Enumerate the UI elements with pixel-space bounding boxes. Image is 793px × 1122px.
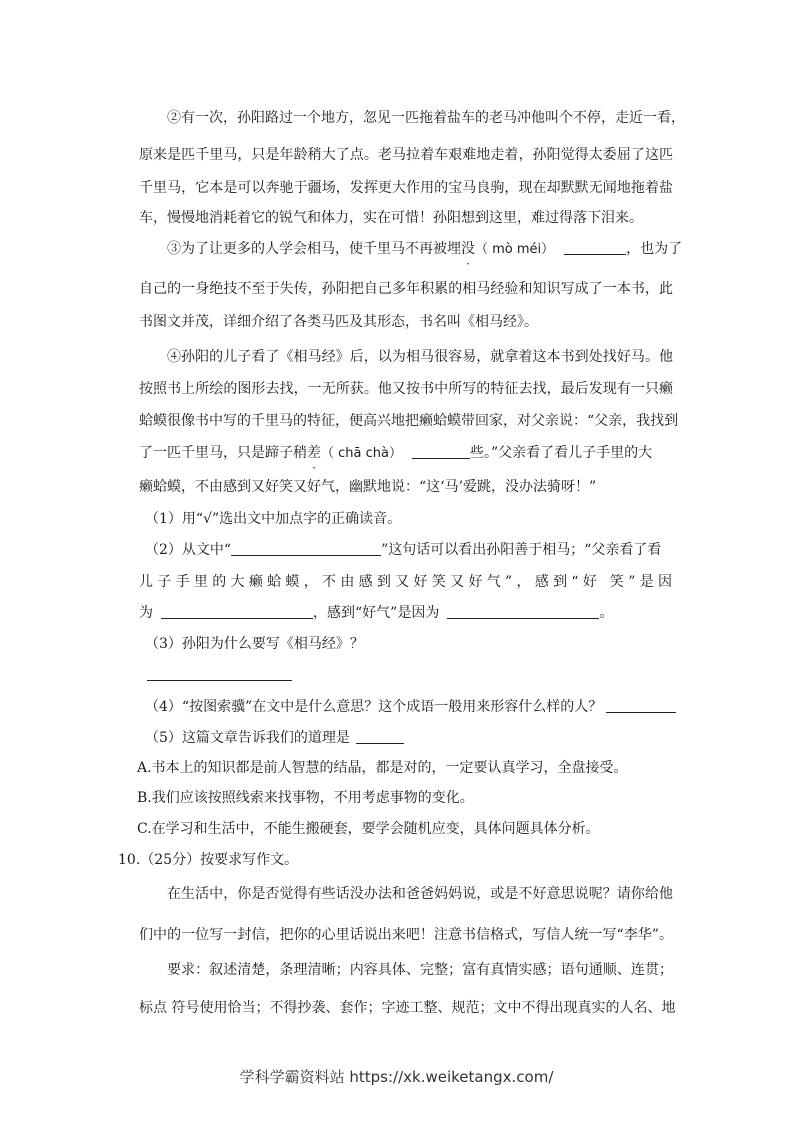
p4-text-b: 些。”父亲看了看儿子手里的大 (469, 445, 653, 461)
q10-line4: 标点 符号使用恰当；不得抄袭、套作；字迹工整、规范；文中不得出现真实的人名、地 (139, 1000, 676, 1016)
q2-text-b: ”这句话可以看出孙阳善于相马；“父亲看了看 (381, 542, 662, 558)
p4-dotted-char: 差 (307, 445, 321, 461)
passage-p4-line3: 蛤蟆很像书中写的千里马的特征，便高兴地把癞蛤蟆带回家，对父亲说：“父亲，我找到 (139, 413, 679, 429)
q2-text-a: （2）从文中“ (145, 542, 232, 558)
p3-text-a: ③为了让更多的人学会相马，使千里马不再被埋 (167, 241, 461, 257)
option-c[interactable]: C.在学习和生活中，不能生搬硬套，要学会随机应变，具体问题具体分析。 (137, 821, 600, 837)
q2-text-e: 。 (599, 605, 614, 621)
p3-dotted-char: 没 (461, 241, 475, 257)
footer-watermark: 学科学霸资料站 https://xk.weiketangx.com/ (239, 1068, 554, 1086)
q2-text-d: ，感到“好气”是因为 (313, 605, 440, 621)
passage-p2-line3: 千里马，它本是可以奔驰于疆场，发挥更大作用的宝马良驹，现在却默默无闻地拖着盐 (139, 180, 673, 196)
q2-quote-blank[interactable] (231, 541, 381, 556)
passage-p4-line5: 癞蛤蟆，不由感到又好笑又好气，幽默地说：“这‘马’爱跳，没办法骑呀！” (139, 479, 597, 495)
passage-p3-line1 (167, 239, 682, 260)
passage-p2-line2: 原来是匹千里马，只是年龄稍大了点。老马拉着车艰难地走着，孙阳觉得太委屈了这匹 (139, 147, 673, 163)
q2-text-c: 为 (139, 605, 153, 621)
question-4-line (145, 697, 676, 717)
option-b[interactable]: B.我们应该按照线索来找事物，不用考虑事物的变化。 (137, 790, 474, 806)
passage-p4-line1: ④孙阳的儿子看了《相马经》后，以为相马很容易，就拿着这本书到处找好马。他 (167, 349, 673, 365)
question-10-title: 10.（25分）按要求写作文。 (118, 852, 299, 868)
question-2-line3 (139, 603, 613, 623)
q10-line1: 在生活中，你是否觉得有些话没办法和爸爸妈妈说，或是不好意思说呢？请你给他 (167, 886, 673, 902)
passage-p2-line1: ②有一次，孙阳路过一个地方，忽见一匹拖着盐车的老马冲他叫个不停，走近一看， (167, 110, 685, 126)
q5-text: （5）这篇文章告诉我们的道理是 (145, 730, 350, 746)
passage-p3-line2: 自己的一身绝技不至于失传，孙阳把自己多年积累的相马经验和知识写成了一本书，此 (139, 281, 673, 297)
question-1: （1）用“√”选出文中加点字的正确读音。 (145, 511, 402, 527)
q4-text: （4）“按图索骥”在文中是什么意思？这个成语一般用来形容什么样的人？ (145, 699, 603, 715)
question-2-line1 (145, 540, 661, 560)
question-3: （3）孙阳为什么要写《相马经》？ (145, 636, 364, 652)
p3-pinyin-answer-blank[interactable] (564, 240, 626, 255)
passage-p4-line4 (139, 443, 652, 464)
passage-p3-line3: 书图文并茂，详细介绍了各类马匹及其形态，书名叫《相马经》。 (139, 314, 538, 330)
q10-line2: 们中的一位写一封信，把你的心里话说出来吧！注意书信格式，写信人统一写“李华”。 (139, 927, 673, 943)
passage-p4-line2: 按照书上所绘的图形去找，一无所获。他又按书中所写的特征去找，最后发现有一只癞 (139, 381, 673, 397)
q4-answer-blank[interactable] (606, 698, 676, 713)
question-2-line2: 儿子手里的大癞蛤蟆，不由感到又好笑又好气”，感到“好 笑”是因 (139, 574, 673, 590)
option-a[interactable]: A.书本上的知识都是前人智慧的结晶，都是对的，一定要认真学习，全盘接受。 (137, 760, 628, 776)
q3-answer-blank[interactable] (147, 680, 292, 681)
q10-line3: 要求：叙述清楚，条理清晰；内容具体、完整；富有真情实感；语句通顺、连贯； (167, 962, 673, 978)
p4-pinyin-answer-blank[interactable] (412, 444, 470, 459)
q2-angry-reason-blank[interactable] (447, 604, 599, 619)
q2-funny-reason-blank[interactable] (161, 604, 313, 619)
p3-pinyin-options: （ mò méi） (475, 242, 555, 257)
q5-answer-blank[interactable] (356, 729, 404, 744)
passage-p2-line4: 车，慢慢地消耗着它的锐气和体力，实在可惜！孙阳想到这里，难过得落下泪来。 (139, 210, 643, 226)
p3-text-b: ，也为了 (626, 241, 683, 257)
p4-pinyin-options: （ chā chà） (321, 446, 402, 461)
question-5-line (145, 728, 404, 748)
p4-text-a: 了一匹千里马，只是蹄子稍 (139, 445, 307, 461)
